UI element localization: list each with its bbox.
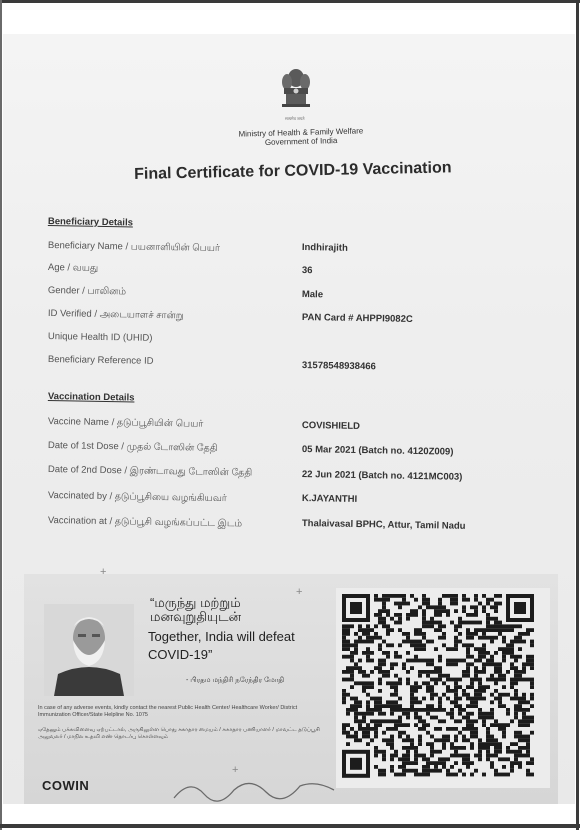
gender-value: Male: [301, 289, 324, 301]
age-label: Age / வயது: [47, 262, 99, 274]
plus-decoration-icon: +: [232, 764, 239, 776]
beneficiary-name-value: Indhirajith: [301, 242, 348, 254]
helpline-note-tamil: ஏதேனும் பக்கவிளைவு ஏற்பட்டால், அருகிலுள்ள பொது சுகாதார மையம் / சுகாதார பணியாளர் / மாவட்ட தடுப்பூசி அலுவலர் / மாநில உதவி எண் தொடர்பு கொள்ளவும்: [38, 727, 320, 740]
vaccinated-by-label: Vaccinated by / தடுப்பூசியை வழங்கியவர்: [47, 490, 227, 505]
quote-english: Together, India will defeat COVID-19”: [148, 629, 295, 662]
first-dose-label: Date of 1st Dose / முதல் டோஸின் தேதி: [47, 440, 218, 454]
plus-decoration-icon: +: [296, 586, 303, 598]
emblem-motto: सत्यमेव जयते: [285, 116, 305, 121]
gender-label: Gender / பாலினம்: [47, 285, 127, 298]
plus-decoration-icon: +: [100, 566, 107, 578]
signature-scribble: [170, 772, 340, 804]
id-verified-label: ID Verified / அடையாளச் சான்று: [47, 308, 184, 322]
qr-code: [336, 588, 550, 788]
national-emblem-icon: [276, 64, 316, 122]
second-dose-label: Date of 2nd Dose / இரண்டாவது டோஸின் தேதி: [47, 464, 253, 479]
vaccination-at-value: Thalaivasal BPHC, Attur, Tamil Nadu: [301, 518, 466, 532]
vaccination-at-label: Vaccination at / தடுப்பூசி வழங்கப்பட்ட இடம்: [47, 515, 243, 530]
reference-id-label: Beneficiary Reference ID: [47, 354, 154, 367]
frame-right-border: [576, 0, 579, 830]
frame-top-border: [0, 0, 580, 3]
helpline-note-english: In case of any adverse events, kindly contact the nearest Public Health Center/ Healthcare Worker/ District Immunization Officer/State Helpline No. 1075: [38, 705, 298, 718]
reference-id-value: 31578548938466: [301, 360, 376, 373]
frame-bottom-border: [0, 824, 580, 828]
beneficiary-details-heading: Beneficiary Details: [47, 216, 134, 229]
vaccination-details-heading: Vaccination Details: [47, 391, 135, 404]
frame-left-border: [0, 0, 2, 830]
prime-minister-photo: [44, 604, 134, 696]
quote-attribution: - பிரதம மந்திரி நரேந்திர மோதி: [186, 677, 285, 684]
vaccine-name-label: Vaccine Name / தடுப்பூசியின் பெயர்: [47, 416, 204, 430]
uhid-label: Unique Health ID (UHID): [47, 331, 153, 344]
qr-code-container: [336, 588, 550, 788]
age-value: 36: [301, 265, 313, 277]
vaccine-name-value: COVISHIELD: [301, 420, 361, 433]
id-verified-value: PAN Card # AHPPI9082C: [301, 312, 413, 325]
ministry-name: Ministry of Health & Family Welfare: [238, 126, 364, 139]
beneficiary-name-label: Beneficiary Name / பயனாளியின் பெயர்: [47, 240, 220, 254]
first-dose-value: 05 Mar 2021 (Batch no. 4120Z009): [301, 444, 454, 458]
certificate-title: Final Certificate for COVID-19 Vaccination: [134, 159, 452, 183]
second-dose-value: 22 Jun 2021 (Batch no. 4121MC003): [301, 469, 463, 483]
government-name: Government of India: [264, 136, 338, 147]
cowin-logo: COWIN: [42, 778, 90, 793]
quote-tamil-line-1: “மருந்து மற்றும்: [150, 595, 241, 610]
quote-tamil: [150, 596, 310, 624]
quote-tamil-line-2: மனவுறுதியுடன்: [150, 609, 242, 624]
vaccinated-by-value: K.JAYANTHI: [301, 493, 358, 505]
